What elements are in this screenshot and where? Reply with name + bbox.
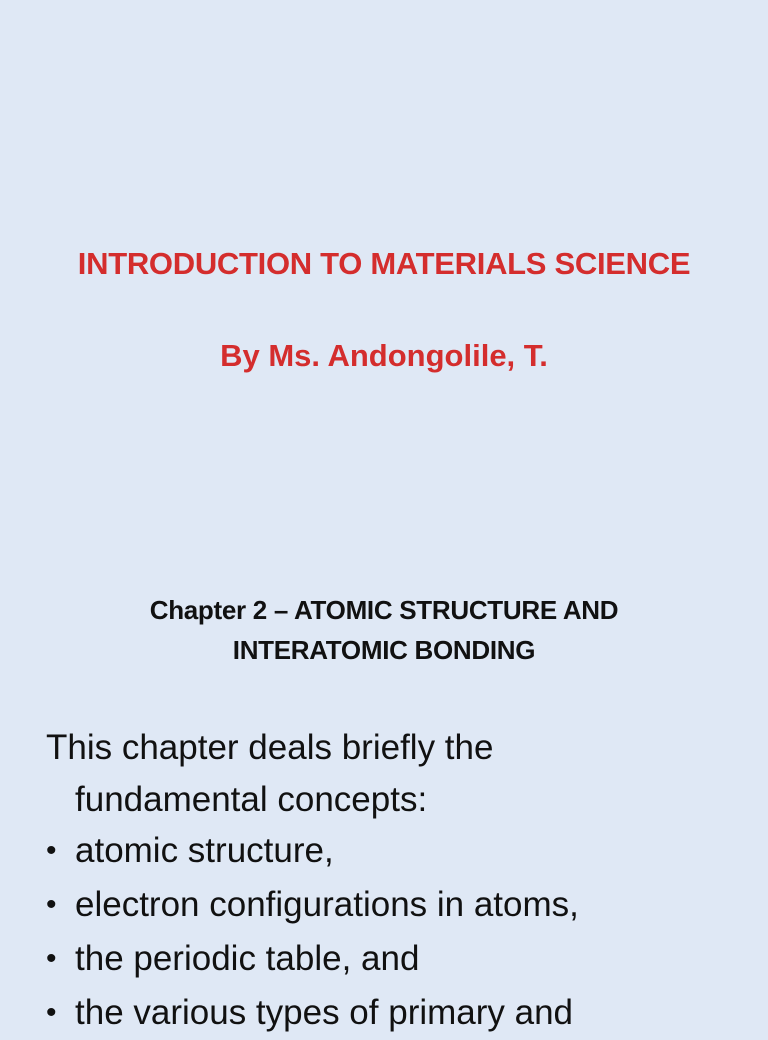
intro-paragraph: [46, 722, 746, 826]
bullet-icon: •: [46, 996, 57, 1029]
author-line: By Ms. Andongolile, T.: [220, 338, 548, 373]
chapter-heading-line-2: INTERATOMIC BONDING: [232, 635, 536, 665]
list-item-text: the various types of primary and: [75, 993, 574, 1032]
list-item-text: the periodic table, and: [75, 939, 420, 978]
list-item: [46, 878, 768, 932]
intro-line-1: This chapter deals briefly the: [46, 728, 494, 767]
bullet-icon: •: [46, 888, 57, 921]
chapter-heading: [0, 590, 768, 670]
document-title: INTRODUCTION TO MATERIALS SCIENCE: [77, 246, 691, 281]
intro-line-2: fundamental concepts:: [75, 780, 428, 819]
chapter-heading-line-1: Chapter 2 – ATOMIC STRUCTURE AND: [149, 595, 619, 625]
bullet-list: [46, 824, 768, 1040]
list-item: [46, 932, 768, 986]
bullet-icon: •: [46, 834, 57, 867]
list-item: [46, 824, 768, 878]
list-item-text: electron configurations in atoms,: [75, 885, 579, 924]
list-item-text: atomic structure,: [75, 831, 334, 870]
bullet-icon: •: [46, 942, 57, 975]
list-item: [46, 986, 768, 1040]
